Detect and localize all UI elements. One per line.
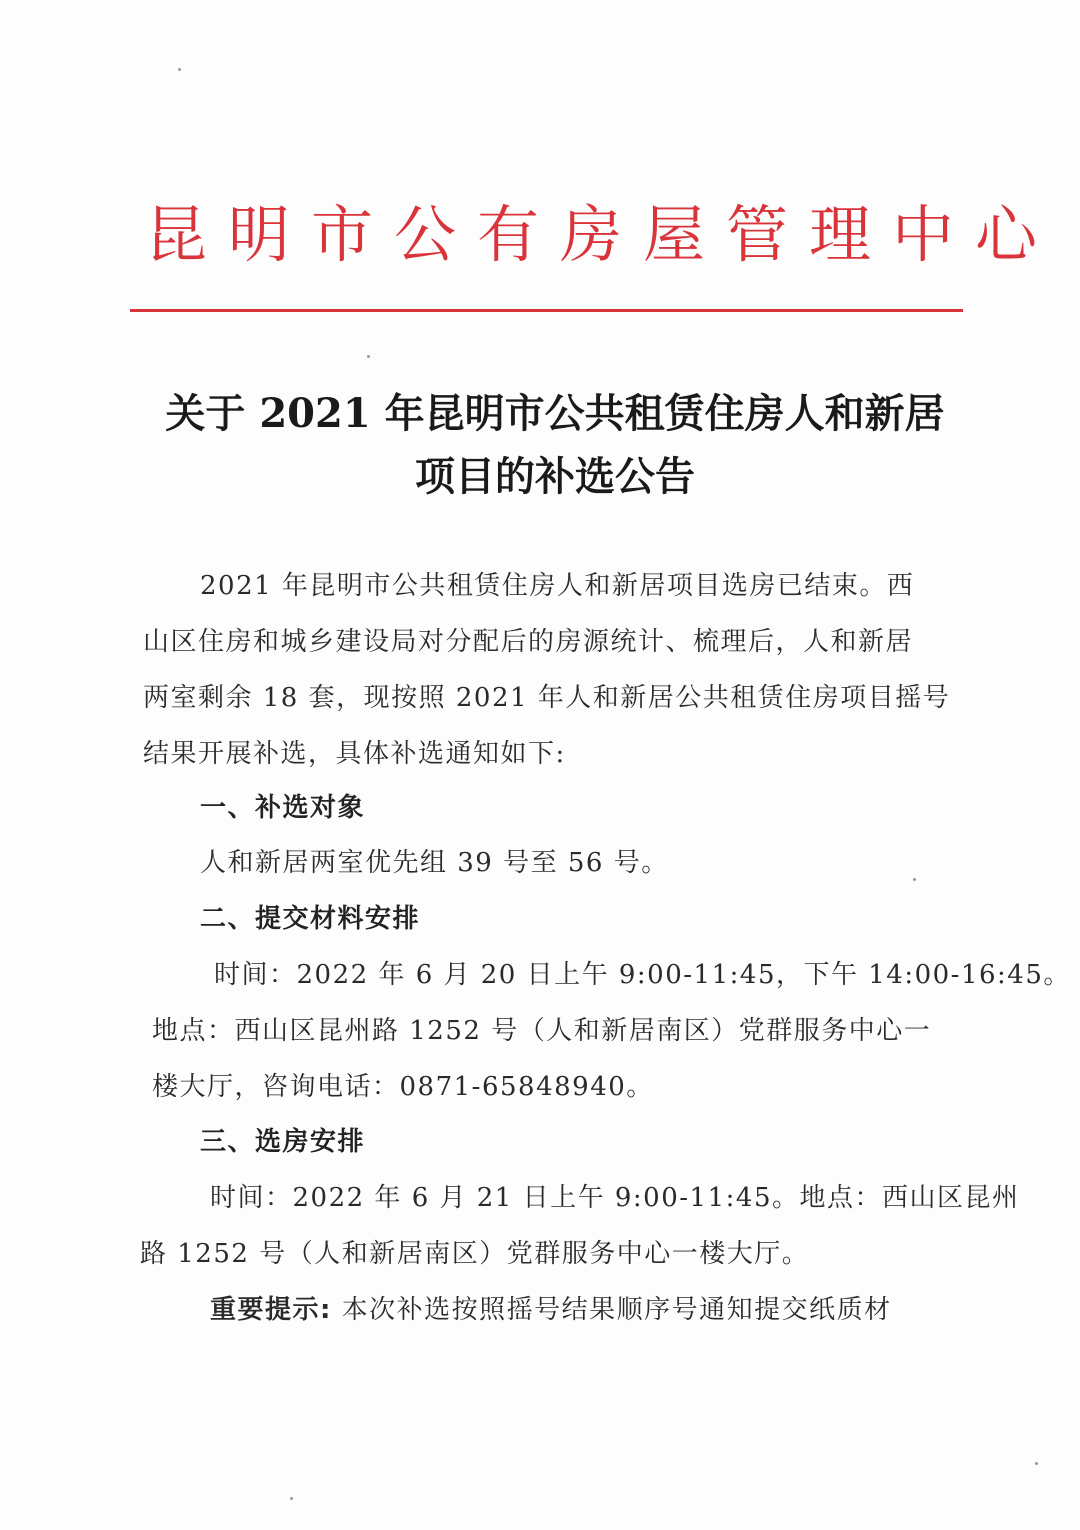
section-2-line-3: 楼大厅，咨询电话：0871-65848940。	[152, 1072, 654, 1102]
document-title-line-1: 关于 2021 年昆明市公共租赁住房人和新居	[165, 390, 945, 437]
intro-line-3: 两室剩余 18 套，现按照 2021 年人和新居公共租赁住房项目摇号	[143, 683, 951, 713]
section-3-line-1: 时间：2022 年 6 月 21 日上午 9:00-11:45。地点：西山区昆州	[210, 1183, 1020, 1213]
scan-speck	[367, 355, 370, 358]
section-3-line-2: 路 1252 号（人和新居南区）党群服务中心一楼大厅。	[140, 1239, 810, 1269]
important-notice	[210, 1290, 892, 1330]
organization-letterhead: 昆明市公有房屋管理中心	[145, 198, 1059, 271]
intro-line-1: 2021 年昆明市公共租赁住房人和新居项目选房已结束。西	[200, 571, 915, 601]
intro-line-4: 结果开展补选，具体补选通知如下:	[143, 739, 566, 769]
notice-label: 重要提示:	[210, 1295, 332, 1325]
section-1-heading: 一、补选对象	[200, 793, 366, 823]
scan-speck	[178, 68, 181, 71]
notice-text: 本次补选按照摇号结果顺序号通知提交纸质材	[341, 1295, 892, 1325]
section-2-heading: 二、提交材料安排	[200, 904, 421, 934]
scan-speck	[290, 1497, 293, 1500]
document-title-line-2: 项目的补选公告	[415, 453, 695, 500]
intro-line-2: 山区住房和城乡建设局对分配后的房源统计、梳理后，人和新居	[143, 627, 914, 657]
section-2-line-2: 地点：西山区昆州路 1252 号（人和新居南区）党群服务中心一	[152, 1016, 932, 1046]
section-3-heading: 三、选房安排	[200, 1127, 366, 1157]
scan-speck	[913, 878, 916, 881]
section-1-line-1: 人和新居两室优先组 39 号至 56 号。	[200, 848, 669, 878]
scan-speck	[1035, 1462, 1038, 1465]
letterhead-divider	[130, 309, 963, 312]
section-2-line-1: 时间：2022 年 6 月 20 日上午 9:00-11:45，下午 14:00-16:45。	[214, 960, 1071, 990]
